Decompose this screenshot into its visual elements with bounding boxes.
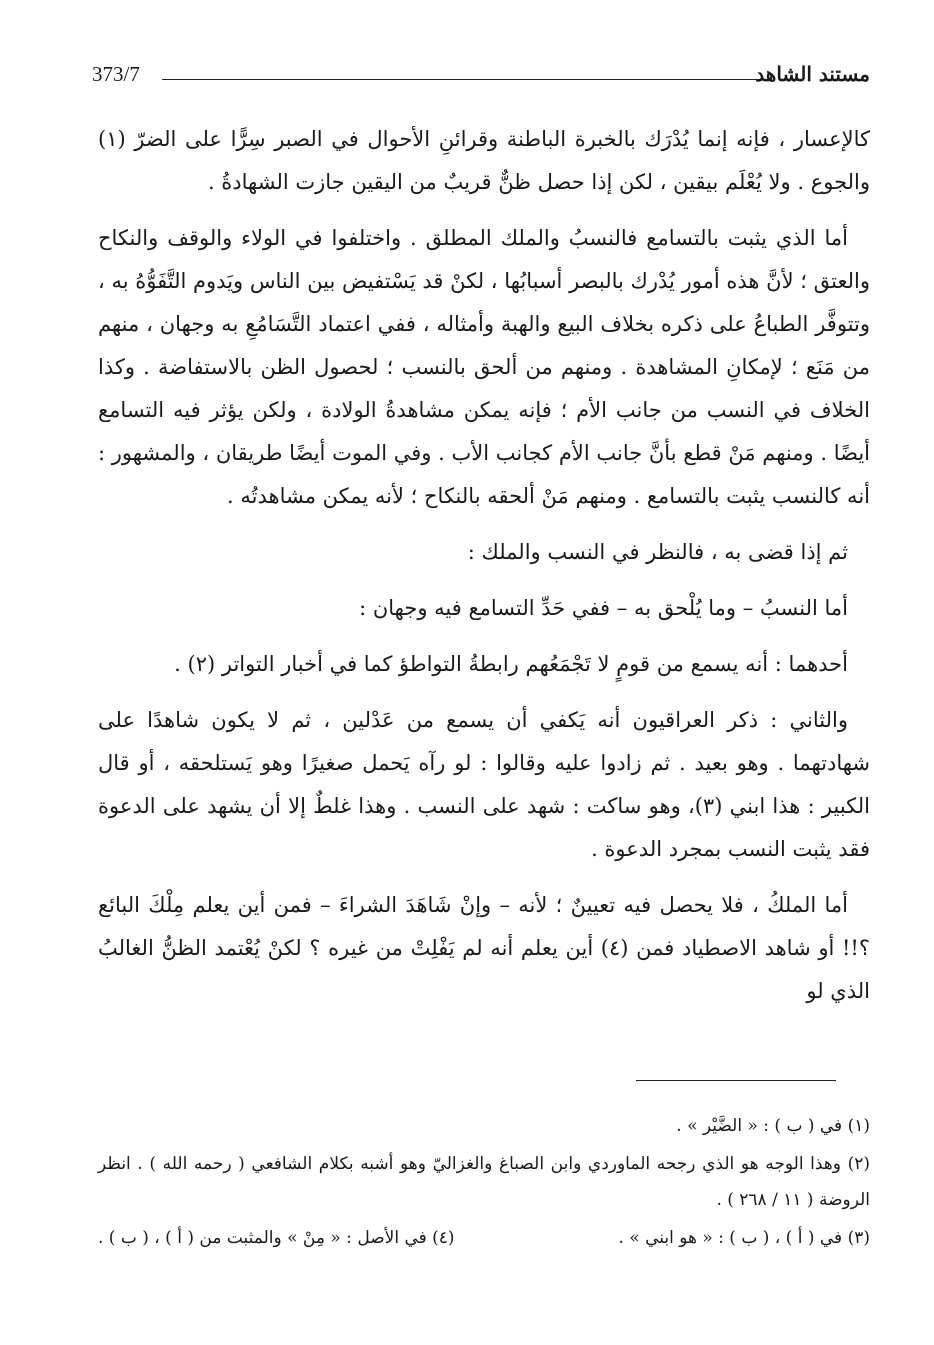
paragraph-2: أما الذي يثبت بالتسامع فالنسبُ والملك المطلق . واختلفوا في الولاء والوقف والنكاح والعتق ؛ لأنَّ هذه أمور يُدْرك بالبصر أسبابُها ، لكنْ قد يَسْتفيض بين الناس ويَدوم التَّفَوُّهُ به ، وتتوفَّر الطباعُ على ذكره بخلاف البيع والهبة وأمثاله ، ففي اعتماد التَّسَامُعِ به وجهان ، منهم من مَنَع ؛ لإمكانِ المشاهدة . ومنهم من ألحق بالنسب ؛ لحصول الظن بالاستفاضة . وكذا الخلاف في النسب من جانب الأم ؛ فإنه يمكن مشاهدةُ الولادة ، ولكن يؤثر فيه التسامع أيضًا . ومنهم مَنْ قطع بأنَّ جانب الأم كجانب الأب . وفي الموت أيضًا طريقان ، والمشهور : أنه كالنسب يثبت بالتسامع . ومنهم مَنْ ألحقه بالنكاح ؛ لأنه يمكن مشاهدتُه . [98,226,870,508]
footnote-4: (٤) في الأصل : « مِنْ » والمثبت من ( أ ) ، ( ب ) . [98,1228,455,1248]
footnote-separator [636,1080,836,1081]
paragraph-3: ثم إذا قضى به ، فالنظر في النسب والملك : [467,540,848,564]
footnote-2: (٢) وهذا الوجه هو الذي رجحه الماوردي وابن الصباغ والغزاليّ وهو أشبه بكلام الشافعي ( رحمه الله ) . انظر الروضة ( ١١ / ٢٦٨ ) . [98,1154,870,1210]
paragraph-4: أما النسبُ – وما يُلْحق به – ففي حَدِّ التسامع فيه وجهان : [359,596,848,620]
footnote-1: (١) في ( ب ) : « الضَّيْر » . [676,1116,870,1136]
paragraph-7: أما الملكُ ، فلا يحصل فيه تعيينٌ ؛ لأنه – وإنْ شَاهَدَ الشراءَ – فمن أين يعلم مِلْكَ البائع ؟!! أو شاهد الاصطياد فمن (٤) أين يعلم أنه لم يَفْلِتْ من غيره ؟ لكنْ يُعْتمد الظنُّ الغالبُ الذي لو [98,893,870,1003]
page-number: 373/7 [92,62,140,86]
footnotes [98,1108,870,1258]
paragraph-1: كالإعسار ، فإنه إنما يُدْرَك بالخبرة الباطنة وقرائنِ الأحوال في الصبر سِرًّا على الضرّ (١) والجوع . ولا يُعْلَم بيقين ، لكن إذا حصل ظنٌّ قريبٌ من اليقين جازت الشهادةُ . [98,127,870,194]
page-header [92,58,870,98]
paragraph-5: أحدهما : أنه يسمع من قومٍ لا تَجْمَعُهم رابطةُ التواطؤ كما في أخبار التواتر (٢) . [174,652,848,676]
main-text [98,118,870,1026]
header-rule [162,79,762,80]
footnote-3: (٣) في ( أ ) ، ( ب ) : « هو ابني » . [618,1228,870,1248]
paragraph-6: والثاني : ذكر العراقيون أنه يَكفي أن يسمع من عَدْلين ، ثم لا يكون شاهدًا على شهادتهما . وهو بعيد . ثم زادوا عليه وقالوا : لو رآه يَحمل صغيرًا وهو يَستلحقه ، أو قال الكبير : هذا ابني (٣)، وهو ساكت : شهد على النسب . وهذا غلطٌ إلا أن يشهد على الدعوة فقد يثبت النسب بمجرد الدعوة . [98,708,870,861]
footnote-row [98,1220,870,1258]
running-title: مستند الشاهد [755,62,870,86]
